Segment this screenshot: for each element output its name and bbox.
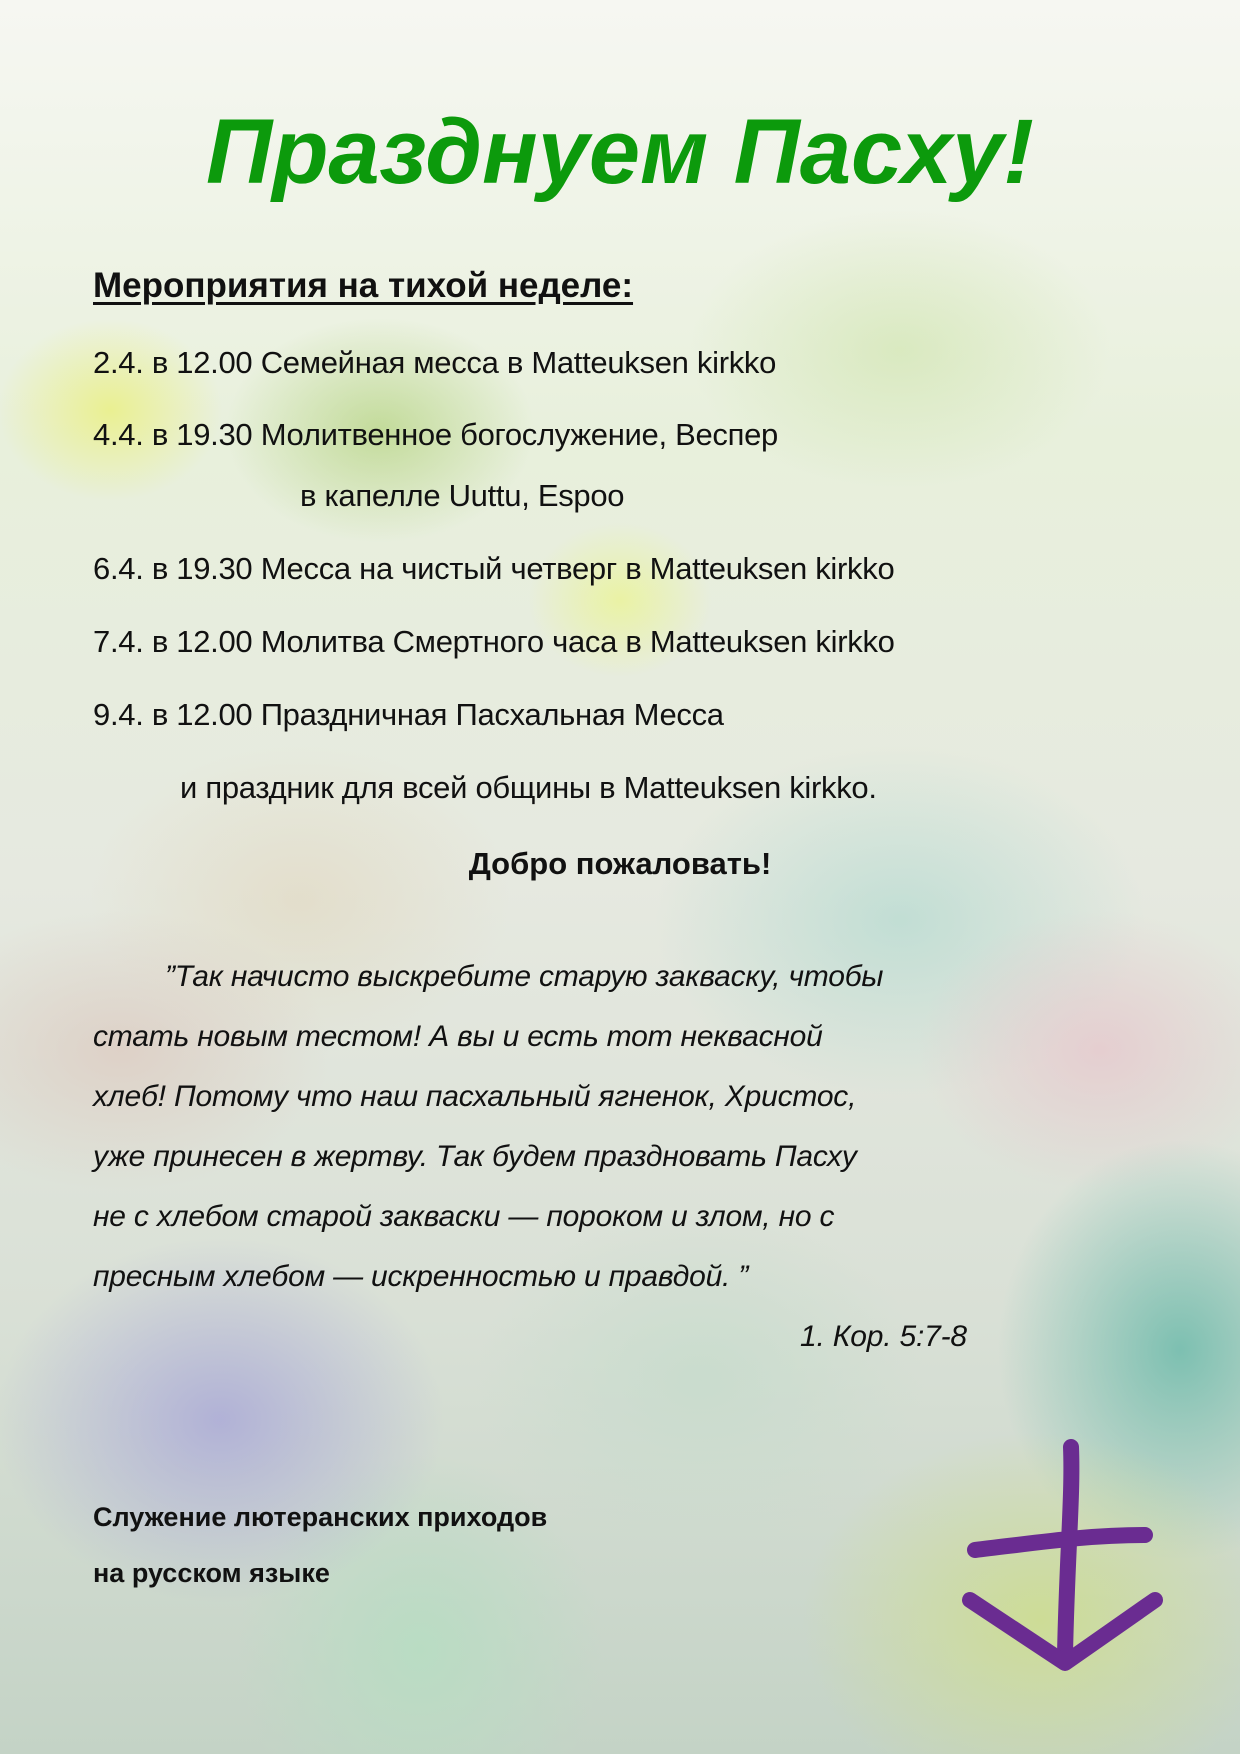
quote-line: не с хлебом старой закваски — пороком и злом, но с: [93, 1200, 835, 1233]
anchor-cross-icon: [955, 1435, 1165, 1675]
quote-line: пресным хлебом — искренностью и правдой. ”: [93, 1260, 749, 1293]
quote-line: уже принесен в жертву. Так будем праздновать Пасху: [93, 1140, 857, 1173]
quote-reference: 1. Кор. 5:7-8: [800, 1320, 967, 1353]
quote-line: хлеб! Потому что наш пасхальный ягненок, Христос,: [93, 1080, 857, 1113]
events-heading: Мероприятия на тихой неделе:: [93, 266, 634, 305]
event-line: 7.4. в 12.00 Молитва Смертного часа в Matteuksen kirkko: [93, 624, 895, 659]
footer-line: Служение лютеранских приходов: [93, 1502, 548, 1532]
quote-line: ”Так начисто выскребите старую закваску, чтобы: [165, 960, 884, 993]
event-line: и праздник для всей общины в Matteuksen kirkko.: [180, 770, 877, 805]
event-line: в капелле Uuttu, Espoo: [300, 478, 625, 513]
event-line: 9.4. в 12.00 Праздничная Пасхальная Месса: [93, 697, 724, 732]
event-line: 4.4. в 19.30 Молитвенное богослужение, Веспер: [93, 417, 778, 452]
page-title: Празднуем Пасху!: [206, 101, 1034, 203]
event-line: 6.4. в 19.30 Месса на чистый четверг в Matteuksen kirkko: [93, 551, 895, 586]
welcome-text: Добро пожаловать!: [468, 846, 772, 881]
quote-line: стать новым тестом! А вы и есть тот неквасной: [93, 1020, 823, 1053]
footer-line: на русском языке: [93, 1558, 330, 1588]
event-line: 2.4. в 12.00 Семейная месса в Matteuksen kirkko: [93, 345, 777, 380]
